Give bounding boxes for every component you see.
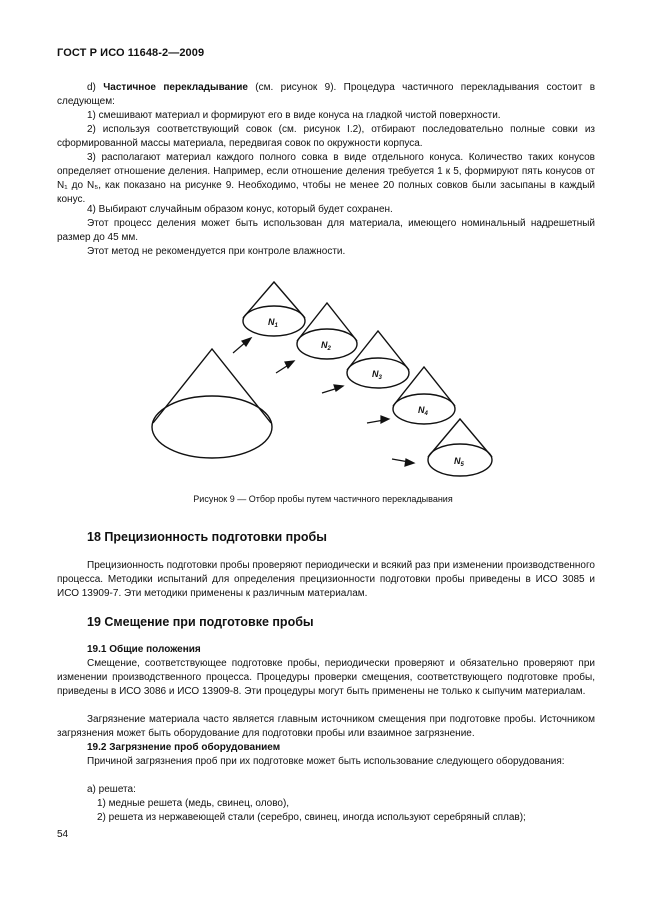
figure-caption: Рисунок 9 — Отбор пробы путем частичного перекладывания [193,494,453,504]
cone-n5-label: $N_5$ [454,456,464,468]
cone-n4-label: $N_4$ [418,405,428,417]
list-item-a1: 1) медные решета (медь, свинец, олово), [97,798,290,809]
arrow-2 [276,361,294,373]
cone-n3-label: $N_3$ [372,369,382,381]
arrow-5 [392,459,414,466]
step-2: 2) используя соответствующий совок (см. рисунок I.2), отбирают последовательно полные совки из сформированной массы материала, передвигая совок по окружности корпуса. [57,124,595,150]
note-2: Этот метод не рекомендуется при контроле влажности. [87,246,346,257]
figure-cones-diagram [0,270,646,485]
section-18-heading: 18 Прецизионность подготовки пробы [87,530,327,544]
section-19-2-p3: Причиной загрязнения проб при их подготовке может быть использование следующего оборудования: [87,756,565,767]
step-4: 4) Выбирают случайным образом конус, который будет сохранен. [87,204,393,215]
cone-n1-label: $N_1$ [268,317,278,329]
arrow-1 [233,338,251,353]
section-d-label: d) [87,82,104,93]
document-header: ГОСТ Р ИСО 11648-2—2009 [57,47,205,59]
section-d-term: Частичное перекладывание [103,82,248,93]
arrow-3 [322,385,343,393]
note-1: Этот процесс деления может быть использован для материала, имеющего номинальный надрешетный размер до 45 мм. [57,218,595,244]
arrow-4 [367,416,389,423]
step-1: 1) смешивают материал и формируют его в виде конуса на гладкой чистой поверхности. [87,110,501,121]
page-number: 54 [57,829,69,840]
section-d-intro [57,81,595,109]
section-19-1-p1: Смещение, соответствующее подготовке пробы, периодически проверяют и обязательно проверяют при изменении производственного процесса. Процедуры проверки смещения, соответствующего подготовке пробы, приведены в ИСО 3086 и ИСО 13909-8. Эти процедуры могут быть применены не только к сыпучим материалам. [57,658,595,698]
list-item-a: а) решета: [87,784,136,795]
section-d-rest: (см. рисунок 9). Процедура частичного перекладывания состоит в следующем: [57,82,596,108]
section-19-heading: 19 Смещение при подготовке пробы [87,615,314,629]
cone-n2-label: $N_2$ [321,340,331,352]
step-3: 3) располагают материал каждого полного совка в виде отдельного конуса. Количество таких конусов определяет отношение деления. Например, если отношение деления требуется 1 к 5, формируют пять конусов от N₁ до N₅, как показано на рисунке 9. Необходимо, чтобы не менее 20 полных совков были засыпаны в каждый конус. [57,152,595,206]
section-19-1-heading: 19.1 Общие положения [87,644,201,655]
large-cone [152,349,272,458]
section-18-body: Прецизионность подготовки пробы проверяют периодически и всякий раз при изменении производственного процесса. Методики испытаний для определения прецизионности подготовки пробы приведены в ИСО 3085 и ИСО 13909-7. Эти методики применены к различным материалам. [57,560,595,600]
list-item-a2: 2) решета из нержавеющей стали (серебро, свинец, иногда используют серебряный сплав); [97,812,526,823]
section-19-1-p2: Загрязнение материала часто является главным источником смещения при подготовке пробы. Источником загрязнения может быть оборудование для подготовки пробы или взаимное загрязнение. [57,714,595,740]
section-19-2-heading: 19.2 Загрязнение проб оборудованием [87,742,281,753]
